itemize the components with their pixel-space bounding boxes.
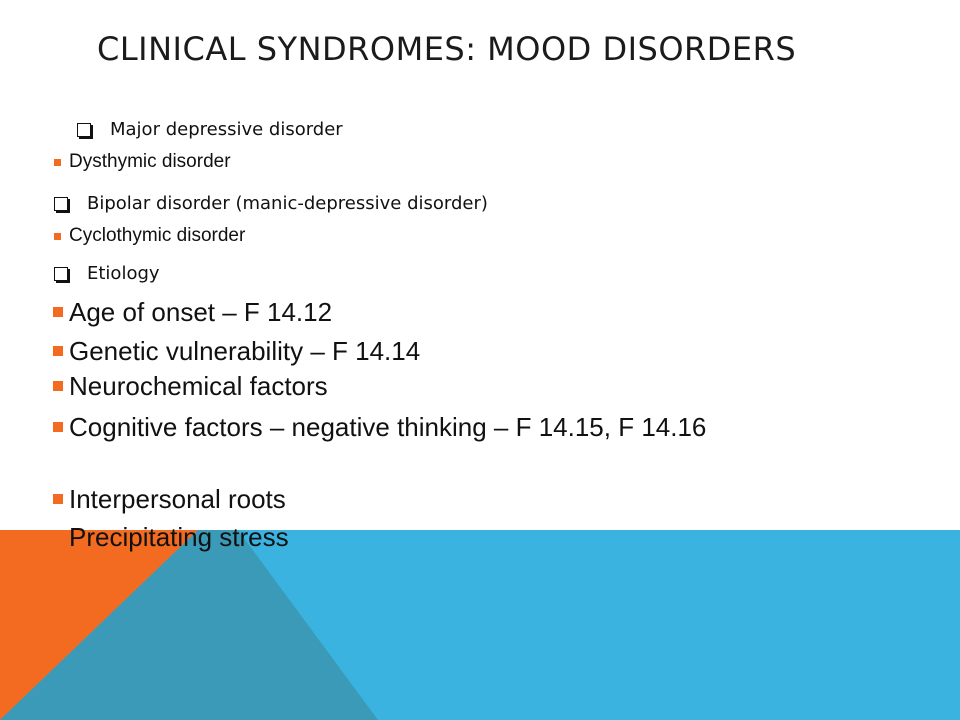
bullet-label: Interpersonal roots xyxy=(69,484,286,514)
orange-square-bullet-icon xyxy=(53,381,63,391)
bullet-genetic-vulnerability xyxy=(53,336,813,366)
bullet-label: Neurochemical factors xyxy=(69,371,328,401)
bullet-label: Age of onset – F 14.12 xyxy=(69,297,333,327)
bullet-label: Cognitive factors – negative thinking – F 14.15, F 14.16 xyxy=(69,412,707,442)
bullet-label: Etiology xyxy=(87,263,160,284)
bullet-label: Bipolar disorder (manic-depressive disorder) xyxy=(87,193,488,214)
orange-square-bullet-icon xyxy=(53,422,63,432)
orange-square-bullet-icon xyxy=(53,307,63,317)
hollow-square-checkbox-icon xyxy=(77,123,91,137)
hollow-square-checkbox-icon xyxy=(54,267,68,281)
orange-square-bullet-icon xyxy=(54,233,61,240)
orange-square-bullet-icon xyxy=(53,494,63,504)
continuation-precipitating-stress xyxy=(53,522,813,552)
sub-bullet-dysthymic-disorder xyxy=(54,151,231,173)
bullet-cognitive-factors xyxy=(53,412,793,442)
bullet-bipolar-disorder xyxy=(54,193,488,215)
bullet-label: Cyclothymic disorder xyxy=(69,225,246,246)
slide-title: CLINICAL SYNDROMES: MOOD DISORDERS xyxy=(97,30,797,68)
orange-square-bullet-icon xyxy=(53,346,63,356)
bullet-major-depressive-disorder xyxy=(77,119,343,141)
bullet-label: Genetic vulnerability – F 14.14 xyxy=(69,336,421,366)
hollow-square-checkbox-icon xyxy=(54,197,68,211)
bullet-interpersonal-roots xyxy=(53,484,813,514)
bullet-age-of-onset xyxy=(53,297,813,327)
bullet-neurochemical-factors xyxy=(53,371,813,401)
orange-square-bullet-icon xyxy=(54,159,61,166)
bullet-label: Precipitating stress xyxy=(69,522,289,552)
sub-bullet-cyclothymic-disorder xyxy=(54,225,245,247)
bullet-etiology xyxy=(54,263,160,285)
bullet-label: Major depressive disorder xyxy=(110,119,343,140)
bullet-label: Dysthymic disorder xyxy=(69,151,231,172)
